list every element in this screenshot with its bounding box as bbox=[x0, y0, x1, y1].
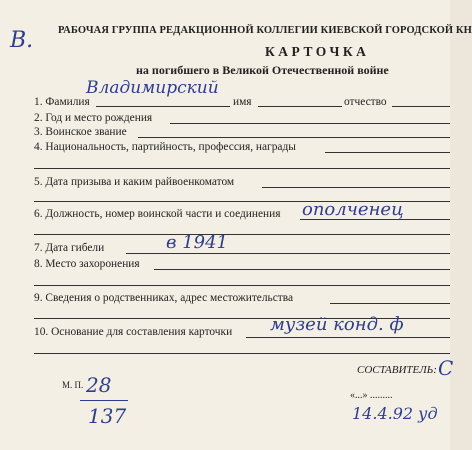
burial-line bbox=[154, 269, 450, 270]
name-label: имя bbox=[233, 96, 252, 108]
death-date-label: 7. Дата гибели bbox=[34, 242, 105, 254]
birth-label: 2. Год и место рождения bbox=[34, 112, 153, 124]
compiler-value: С bbox=[438, 356, 454, 380]
card-title: КАРТОЧКА bbox=[265, 44, 370, 59]
patronymic-label: отчество bbox=[344, 96, 387, 108]
relatives-label: 9. Сведения о родственниках, адрес местожительства bbox=[34, 292, 294, 304]
nationality-line-2 bbox=[34, 168, 450, 169]
draft-line bbox=[262, 187, 450, 188]
patronymic-line bbox=[392, 106, 450, 107]
death-date-value: в 1941 bbox=[166, 232, 229, 253]
position-label: 6. Должность, номер воинской части и соединения bbox=[34, 208, 281, 220]
date-placeholder: «...» ......... bbox=[350, 390, 393, 401]
burial-label: 8. Место захоронения bbox=[34, 258, 140, 270]
card-subtitle: на погибшего в Великой Отечественной войне bbox=[136, 63, 389, 77]
death-date-line bbox=[126, 253, 450, 254]
surname-value: Владимирский bbox=[86, 78, 219, 98]
basis-line-2 bbox=[34, 353, 450, 354]
basis-value: музей конд. ф bbox=[270, 314, 404, 335]
basis-line bbox=[246, 337, 450, 338]
name-line bbox=[258, 106, 342, 107]
org-header: РАБОЧАЯ ГРУППА РЕДАКЦИОННОЙ КОЛЛЕГИИ КИЕВСКОЙ ГОРОДСКОЙ КН bbox=[58, 25, 472, 36]
date-value: 14.4.92 уд bbox=[352, 404, 438, 423]
compiler-label: СОСТАВИТЕЛЬ: bbox=[357, 364, 437, 376]
fraction-line bbox=[80, 400, 128, 401]
burial-line-2 bbox=[34, 285, 450, 286]
position-value: ополченец bbox=[302, 199, 404, 220]
basis-label: 10. Основание для составления карточки bbox=[34, 326, 233, 338]
record-number-bottom: 137 bbox=[88, 404, 127, 428]
nationality-label: 4. Национальность, партийность, профессия, награды bbox=[34, 141, 296, 153]
nationality-line bbox=[325, 152, 450, 153]
rank-line bbox=[138, 137, 450, 138]
record-number-top: 28 bbox=[86, 373, 112, 397]
mp-label: М. П. bbox=[62, 380, 84, 390]
position-line-2 bbox=[34, 234, 450, 235]
draft-label: 5. Дата призыва и каким райвоенкоматом bbox=[34, 176, 235, 188]
surname-label: 1. Фамилия bbox=[34, 96, 90, 108]
index-letter: В. bbox=[10, 28, 34, 53]
birth-line bbox=[170, 123, 450, 124]
surname-line bbox=[96, 106, 230, 107]
position-line bbox=[300, 219, 450, 220]
relatives-line bbox=[330, 303, 450, 304]
rank-label: 3. Воинское звание bbox=[34, 126, 127, 138]
